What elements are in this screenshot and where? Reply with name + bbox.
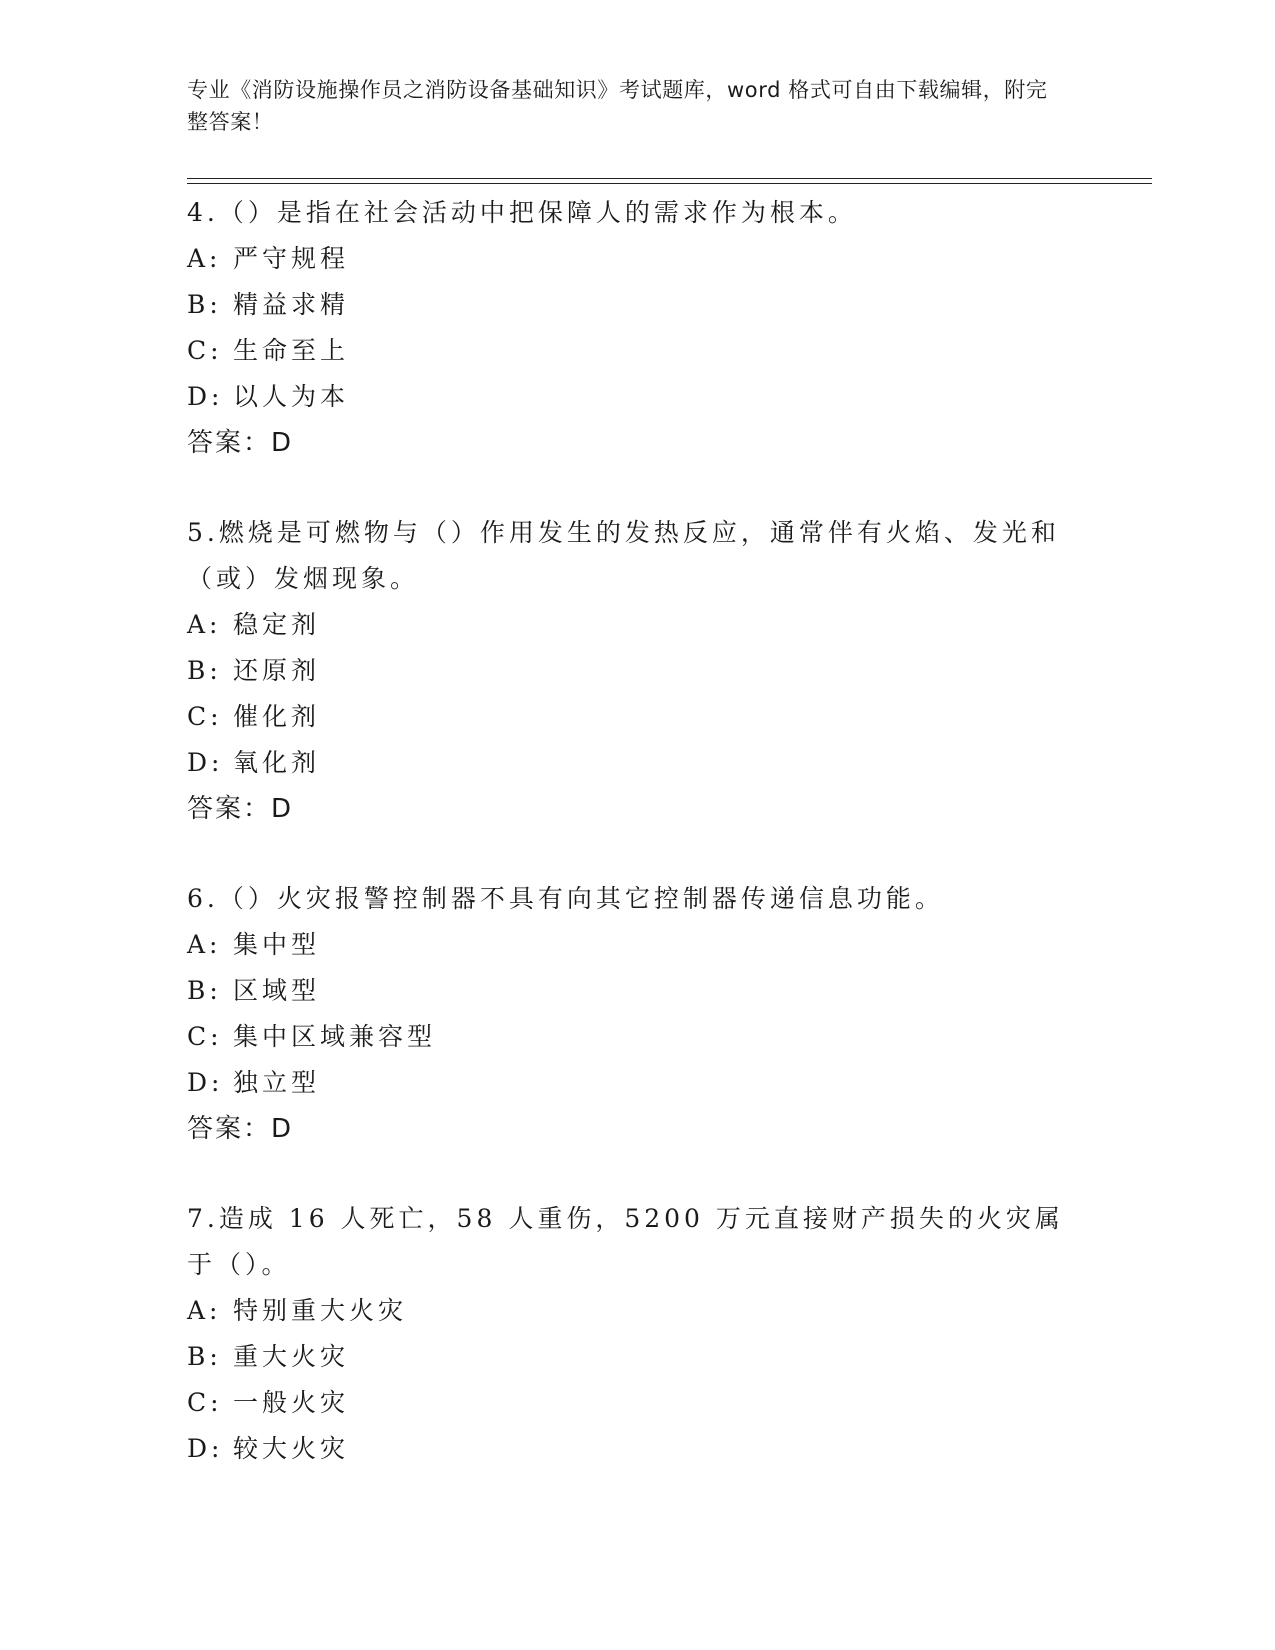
answer-line: 答案：D	[187, 794, 294, 824]
option-d	[187, 1060, 1067, 1106]
option-a	[187, 1288, 1067, 1334]
question-stem: 6.（）火灾报警控制器不具有向其它控制器传递信息功能。	[187, 884, 944, 913]
option-text: 独立型	[233, 1068, 321, 1097]
option-letter: D:	[187, 382, 224, 411]
option-b	[187, 648, 1067, 694]
option-b	[187, 1334, 1067, 1380]
answer-line: 答案：D	[187, 428, 294, 458]
option-c	[187, 1014, 1067, 1060]
option-d	[187, 740, 1067, 786]
option-letter: D:	[187, 748, 224, 777]
option-text: 一般火灾	[233, 1388, 350, 1417]
option-a	[187, 236, 1067, 282]
option-text: 稳定剂	[233, 610, 321, 639]
option-c	[187, 328, 1067, 374]
option-text: 催化剂	[233, 702, 321, 731]
option-letter: C:	[187, 1022, 223, 1051]
option-letter: B:	[187, 976, 222, 1005]
option-letter: A:	[187, 610, 222, 639]
option-d	[187, 374, 1067, 420]
option-letter: B:	[187, 1342, 222, 1371]
option-letter: A:	[187, 930, 222, 959]
option-text: 较大火灾	[233, 1434, 350, 1463]
option-c	[187, 694, 1067, 740]
option-text: 集中型	[233, 930, 321, 959]
option-c	[187, 1380, 1067, 1426]
option-letter: C:	[187, 1388, 223, 1417]
question-stem: 7.造成 16 人死亡，58 人重伤，5200 万元直接财产损失的火灾属于（）。	[187, 1204, 1064, 1279]
option-text: 以人为本	[233, 382, 350, 411]
option-d	[187, 1426, 1067, 1472]
option-letter: A:	[187, 244, 222, 273]
option-text: 特别重大火灾	[233, 1296, 408, 1325]
option-letter: A:	[187, 1296, 222, 1325]
option-text: 严守规程	[233, 244, 350, 273]
option-text: 重大火灾	[233, 1342, 350, 1371]
option-b	[187, 282, 1067, 328]
option-a	[187, 602, 1067, 648]
question-item	[187, 190, 1067, 466]
option-text: 还原剂	[233, 656, 321, 685]
answer-line: 答案：D	[187, 1114, 294, 1144]
option-letter: D:	[187, 1434, 224, 1463]
option-text: 氧化剂	[233, 748, 321, 777]
option-letter: C:	[187, 336, 223, 365]
question-stem: 5.燃烧是可燃物与（）作用发生的发热反应，通常伴有火焰、发光和（或）发烟现象。	[187, 518, 1060, 593]
option-text: 集中区域兼容型	[233, 1022, 437, 1051]
option-letter: D:	[187, 1068, 224, 1097]
option-letter: B:	[187, 656, 222, 685]
option-b	[187, 968, 1067, 1014]
header-divider-bottom	[187, 183, 1152, 184]
document-header-note: 专业《消防设施操作员之消防设备基础知识》考试题库，word 格式可自由下载编辑，附完整答案！	[187, 78, 1048, 134]
question-item	[187, 876, 1067, 1152]
question-item	[187, 1196, 1067, 1472]
header-divider-top	[187, 178, 1152, 179]
option-text: 区域型	[233, 976, 321, 1005]
option-a	[187, 922, 1067, 968]
option-letter: C:	[187, 702, 223, 731]
option-letter: B:	[187, 290, 222, 319]
question-stem: 4.（）是指在社会活动中把保障人的需求作为根本。	[187, 198, 857, 227]
question-item	[187, 510, 1067, 832]
question-list	[187, 190, 1067, 1516]
option-text: 生命至上	[233, 336, 350, 365]
option-text: 精益求精	[233, 290, 350, 319]
